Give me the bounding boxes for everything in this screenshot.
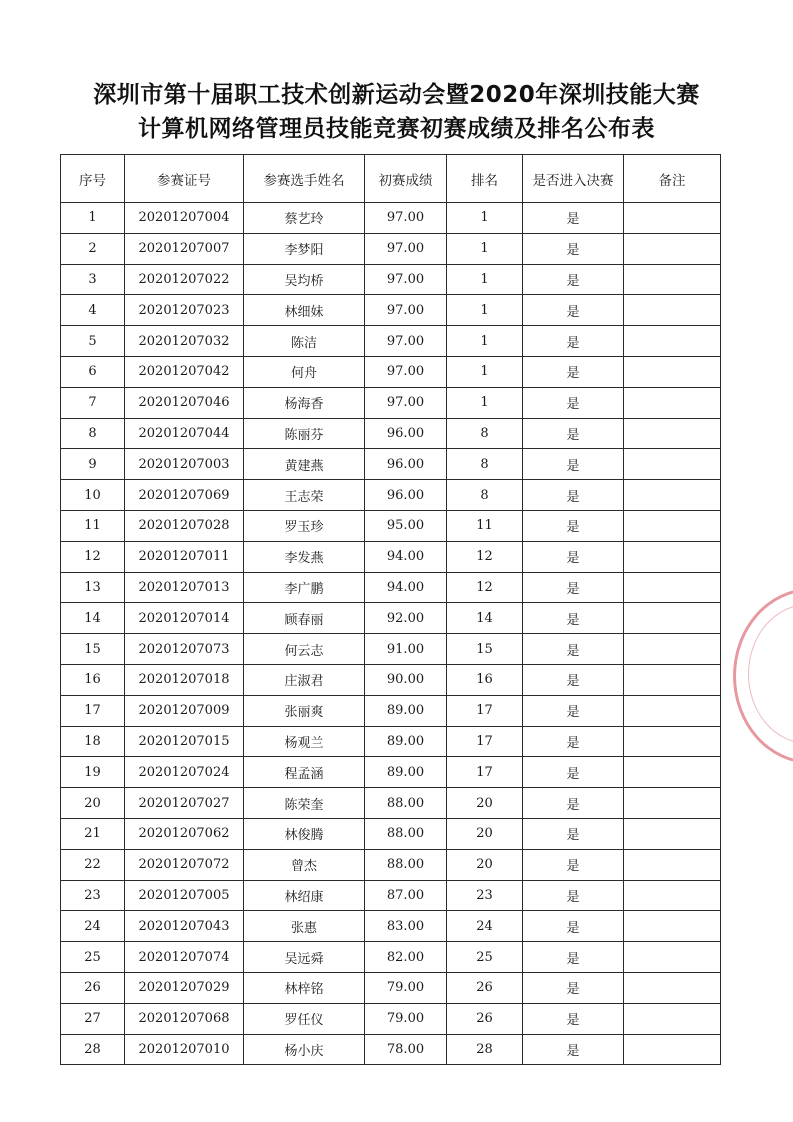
cell-final: 是	[523, 603, 624, 634]
cell-id: 20201207072	[125, 849, 244, 880]
cell-no: 24	[61, 911, 125, 942]
cell-rank: 16	[447, 664, 523, 695]
cell-rank: 15	[447, 634, 523, 665]
table-row	[61, 510, 721, 541]
cell-score: 91.00	[365, 634, 447, 665]
cell-final: 是	[523, 972, 624, 1003]
cell-name: 陈荣奎	[244, 788, 365, 819]
cell-no: 17	[61, 695, 125, 726]
cell-no: 6	[61, 356, 125, 387]
cell-score: 96.00	[365, 480, 447, 511]
cell-name: 杨海香	[244, 387, 365, 418]
cell-score: 90.00	[365, 664, 447, 695]
cell-note	[624, 572, 721, 603]
cell-no: 11	[61, 510, 125, 541]
cell-final: 是	[523, 664, 624, 695]
table-row	[61, 757, 721, 788]
cell-final: 是	[523, 726, 624, 757]
cell-id: 20201207073	[125, 634, 244, 665]
cell-note	[624, 603, 721, 634]
cell-no: 19	[61, 757, 125, 788]
cell-name: 蔡艺玲	[244, 203, 365, 234]
table-row	[61, 387, 721, 418]
cell-score: 97.00	[365, 356, 447, 387]
cell-no: 3	[61, 264, 125, 295]
cell-note	[624, 972, 721, 1003]
cell-score: 87.00	[365, 880, 447, 911]
cell-name: 杨观兰	[244, 726, 365, 757]
cell-id: 20201207010	[125, 1034, 244, 1065]
cell-score: 88.00	[365, 788, 447, 819]
cell-name: 罗玉珍	[244, 510, 365, 541]
cell-rank: 11	[447, 510, 523, 541]
table-row	[61, 634, 721, 665]
cell-rank: 17	[447, 726, 523, 757]
cell-name: 张惠	[244, 911, 365, 942]
cell-score: 96.00	[365, 418, 447, 449]
cell-rank: 14	[447, 603, 523, 634]
cell-rank: 8	[447, 418, 523, 449]
cell-no: 4	[61, 295, 125, 326]
col-header-id: 参赛证号	[125, 155, 244, 203]
table-row	[61, 449, 721, 480]
table-row	[61, 603, 721, 634]
cell-rank: 12	[447, 541, 523, 572]
cell-name: 程孟涵	[244, 757, 365, 788]
cell-id: 20201207024	[125, 757, 244, 788]
cell-final: 是	[523, 233, 624, 264]
cell-rank: 1	[447, 356, 523, 387]
cell-note	[624, 942, 721, 973]
col-header-final: 是否进入决赛	[523, 155, 624, 203]
cell-note	[624, 480, 721, 511]
cell-note	[624, 295, 721, 326]
cell-score: 96.00	[365, 449, 447, 480]
cell-id: 20201207043	[125, 911, 244, 942]
cell-no: 2	[61, 233, 125, 264]
cell-rank: 8	[447, 449, 523, 480]
cell-final: 是	[523, 942, 624, 973]
cell-name: 李广鹏	[244, 572, 365, 603]
cell-score: 97.00	[365, 387, 447, 418]
cell-final: 是	[523, 757, 624, 788]
cell-name: 黄建燕	[244, 449, 365, 480]
cell-score: 89.00	[365, 726, 447, 757]
cell-final: 是	[523, 541, 624, 572]
cell-name: 顾春丽	[244, 603, 365, 634]
cell-score: 97.00	[365, 233, 447, 264]
cell-rank: 23	[447, 880, 523, 911]
cell-name: 李发燕	[244, 541, 365, 572]
cell-rank: 17	[447, 695, 523, 726]
cell-id: 20201207003	[125, 449, 244, 480]
col-header-no: 序号	[61, 155, 125, 203]
cell-final: 是	[523, 387, 624, 418]
cell-rank: 12	[447, 572, 523, 603]
cell-final: 是	[523, 480, 624, 511]
cell-note	[624, 880, 721, 911]
cell-id: 20201207014	[125, 603, 244, 634]
cell-name: 陈洁	[244, 326, 365, 357]
cell-id: 20201207069	[125, 480, 244, 511]
cell-note	[624, 757, 721, 788]
cell-id: 20201207062	[125, 818, 244, 849]
cell-score: 97.00	[365, 326, 447, 357]
cell-rank: 1	[447, 264, 523, 295]
cell-final: 是	[523, 203, 624, 234]
table-row	[61, 418, 721, 449]
table-header	[61, 155, 721, 203]
table-row	[61, 356, 721, 387]
cell-final: 是	[523, 264, 624, 295]
table-row	[61, 695, 721, 726]
cell-id: 20201207005	[125, 880, 244, 911]
cell-id: 20201207013	[125, 572, 244, 603]
table-row	[61, 972, 721, 1003]
cell-name: 陈丽芬	[244, 418, 365, 449]
cell-rank: 17	[447, 757, 523, 788]
cell-rank: 1	[447, 233, 523, 264]
cell-final: 是	[523, 911, 624, 942]
cell-final: 是	[523, 695, 624, 726]
cell-rank: 8	[447, 480, 523, 511]
cell-note	[624, 510, 721, 541]
col-header-score: 初赛成绩	[365, 155, 447, 203]
table-row	[61, 203, 721, 234]
cell-no: 7	[61, 387, 125, 418]
cell-no: 22	[61, 849, 125, 880]
cell-score: 79.00	[365, 972, 447, 1003]
cell-no: 13	[61, 572, 125, 603]
cell-note	[624, 356, 721, 387]
cell-rank: 20	[447, 849, 523, 880]
cell-id: 20201207046	[125, 387, 244, 418]
cell-score: 97.00	[365, 203, 447, 234]
cell-rank: 26	[447, 972, 523, 1003]
cell-id: 20201207068	[125, 1003, 244, 1034]
cell-id: 20201207032	[125, 326, 244, 357]
document-title-line2: 计算机网络管理员技能竞赛初赛成绩及排名公布表	[138, 116, 655, 142]
table-row	[61, 295, 721, 326]
cell-score: 92.00	[365, 603, 447, 634]
cell-name: 林俊腾	[244, 818, 365, 849]
cell-final: 是	[523, 849, 624, 880]
cell-id: 20201207018	[125, 664, 244, 695]
cell-score: 82.00	[365, 942, 447, 973]
cell-score: 89.00	[365, 695, 447, 726]
results-table	[60, 154, 721, 1065]
cell-no: 20	[61, 788, 125, 819]
cell-score: 95.00	[365, 510, 447, 541]
cell-rank: 24	[447, 911, 523, 942]
cell-no: 9	[61, 449, 125, 480]
cell-note	[624, 911, 721, 942]
table-row	[61, 818, 721, 849]
cell-name: 庄淑君	[244, 664, 365, 695]
cell-final: 是	[523, 572, 624, 603]
cell-no: 8	[61, 418, 125, 449]
cell-note	[624, 203, 721, 234]
cell-final: 是	[523, 1034, 624, 1065]
cell-score: 94.00	[365, 541, 447, 572]
cell-final: 是	[523, 880, 624, 911]
table-row	[61, 942, 721, 973]
cell-no: 28	[61, 1034, 125, 1065]
table-row	[61, 911, 721, 942]
cell-name: 林绍康	[244, 880, 365, 911]
table-row	[61, 1034, 721, 1065]
cell-note	[624, 449, 721, 480]
cell-rank: 28	[447, 1034, 523, 1065]
col-header-name: 参赛选手姓名	[244, 155, 365, 203]
cell-final: 是	[523, 326, 624, 357]
cell-name: 罗任仪	[244, 1003, 365, 1034]
cell-name: 林细妹	[244, 295, 365, 326]
cell-name: 吴均桥	[244, 264, 365, 295]
cell-note	[624, 326, 721, 357]
cell-rank: 1	[447, 295, 523, 326]
cell-score: 89.00	[365, 757, 447, 788]
cell-id: 20201207074	[125, 942, 244, 973]
cell-note	[624, 849, 721, 880]
cell-note	[624, 387, 721, 418]
cell-final: 是	[523, 788, 624, 819]
table-row	[61, 233, 721, 264]
cell-note	[624, 233, 721, 264]
cell-rank: 1	[447, 203, 523, 234]
cell-final: 是	[523, 356, 624, 387]
cell-name: 林梓铭	[244, 972, 365, 1003]
cell-id: 20201207022	[125, 264, 244, 295]
cell-rank: 20	[447, 788, 523, 819]
cell-note	[624, 541, 721, 572]
cell-id: 20201207011	[125, 541, 244, 572]
cell-rank: 26	[447, 1003, 523, 1034]
cell-no: 12	[61, 541, 125, 572]
cell-id: 20201207015	[125, 726, 244, 757]
cell-id: 20201207028	[125, 510, 244, 541]
cell-rank: 20	[447, 818, 523, 849]
cell-no: 5	[61, 326, 125, 357]
table-row	[61, 664, 721, 695]
cell-id: 20201207029	[125, 972, 244, 1003]
table-row	[61, 788, 721, 819]
cell-note	[624, 726, 721, 757]
cell-score: 79.00	[365, 1003, 447, 1034]
cell-no: 15	[61, 634, 125, 665]
table-row	[61, 726, 721, 757]
cell-name: 吴远舜	[244, 942, 365, 973]
cell-name: 杨小庆	[244, 1034, 365, 1065]
cell-score: 88.00	[365, 849, 447, 880]
cell-no: 14	[61, 603, 125, 634]
cell-note	[624, 695, 721, 726]
cell-no: 25	[61, 942, 125, 973]
cell-no: 18	[61, 726, 125, 757]
cell-no: 21	[61, 818, 125, 849]
table-row	[61, 480, 721, 511]
document-title-line1: 深圳市第十届职工技术创新运动会暨2020年深圳技能大赛	[93, 82, 700, 108]
cell-score: 88.00	[365, 818, 447, 849]
table-row	[61, 880, 721, 911]
cell-note	[624, 1003, 721, 1034]
cell-no: 26	[61, 972, 125, 1003]
cell-id: 20201207007	[125, 233, 244, 264]
table-row	[61, 326, 721, 357]
cell-score: 97.00	[365, 264, 447, 295]
cell-note	[624, 634, 721, 665]
cell-note	[624, 418, 721, 449]
table-body	[61, 203, 721, 1065]
cell-note	[624, 264, 721, 295]
table-row	[61, 572, 721, 603]
cell-final: 是	[523, 510, 624, 541]
cell-id: 20201207009	[125, 695, 244, 726]
cell-name: 王志荣	[244, 480, 365, 511]
cell-note	[624, 1034, 721, 1065]
cell-score: 78.00	[365, 1034, 447, 1065]
cell-name: 曾杰	[244, 849, 365, 880]
cell-id: 20201207027	[125, 788, 244, 819]
cell-rank: 1	[447, 326, 523, 357]
cell-note	[624, 664, 721, 695]
cell-name: 何舟	[244, 356, 365, 387]
cell-score: 97.00	[365, 295, 447, 326]
cell-final: 是	[523, 634, 624, 665]
col-header-note: 备注	[624, 155, 721, 203]
cell-final: 是	[523, 418, 624, 449]
table-row	[61, 849, 721, 880]
cell-id: 20201207042	[125, 356, 244, 387]
cell-id: 20201207004	[125, 203, 244, 234]
cell-note	[624, 818, 721, 849]
cell-score: 94.00	[365, 572, 447, 603]
cell-final: 是	[523, 1003, 624, 1034]
cell-no: 16	[61, 664, 125, 695]
cell-final: 是	[523, 449, 624, 480]
cell-final: 是	[523, 818, 624, 849]
cell-no: 10	[61, 480, 125, 511]
cell-no: 27	[61, 1003, 125, 1034]
header-row	[61, 155, 721, 203]
cell-no: 1	[61, 203, 125, 234]
cell-rank: 25	[447, 942, 523, 973]
table-row	[61, 1003, 721, 1034]
table-row	[61, 264, 721, 295]
cell-score: 83.00	[365, 911, 447, 942]
col-header-rank: 排名	[447, 155, 523, 203]
cell-name: 何云志	[244, 634, 365, 665]
cell-no: 23	[61, 880, 125, 911]
cell-name: 李梦阳	[244, 233, 365, 264]
cell-name: 张丽爽	[244, 695, 365, 726]
cell-note	[624, 788, 721, 819]
cell-rank: 1	[447, 387, 523, 418]
cell-final: 是	[523, 295, 624, 326]
cell-id: 20201207044	[125, 418, 244, 449]
table-row	[61, 541, 721, 572]
cell-id: 20201207023	[125, 295, 244, 326]
